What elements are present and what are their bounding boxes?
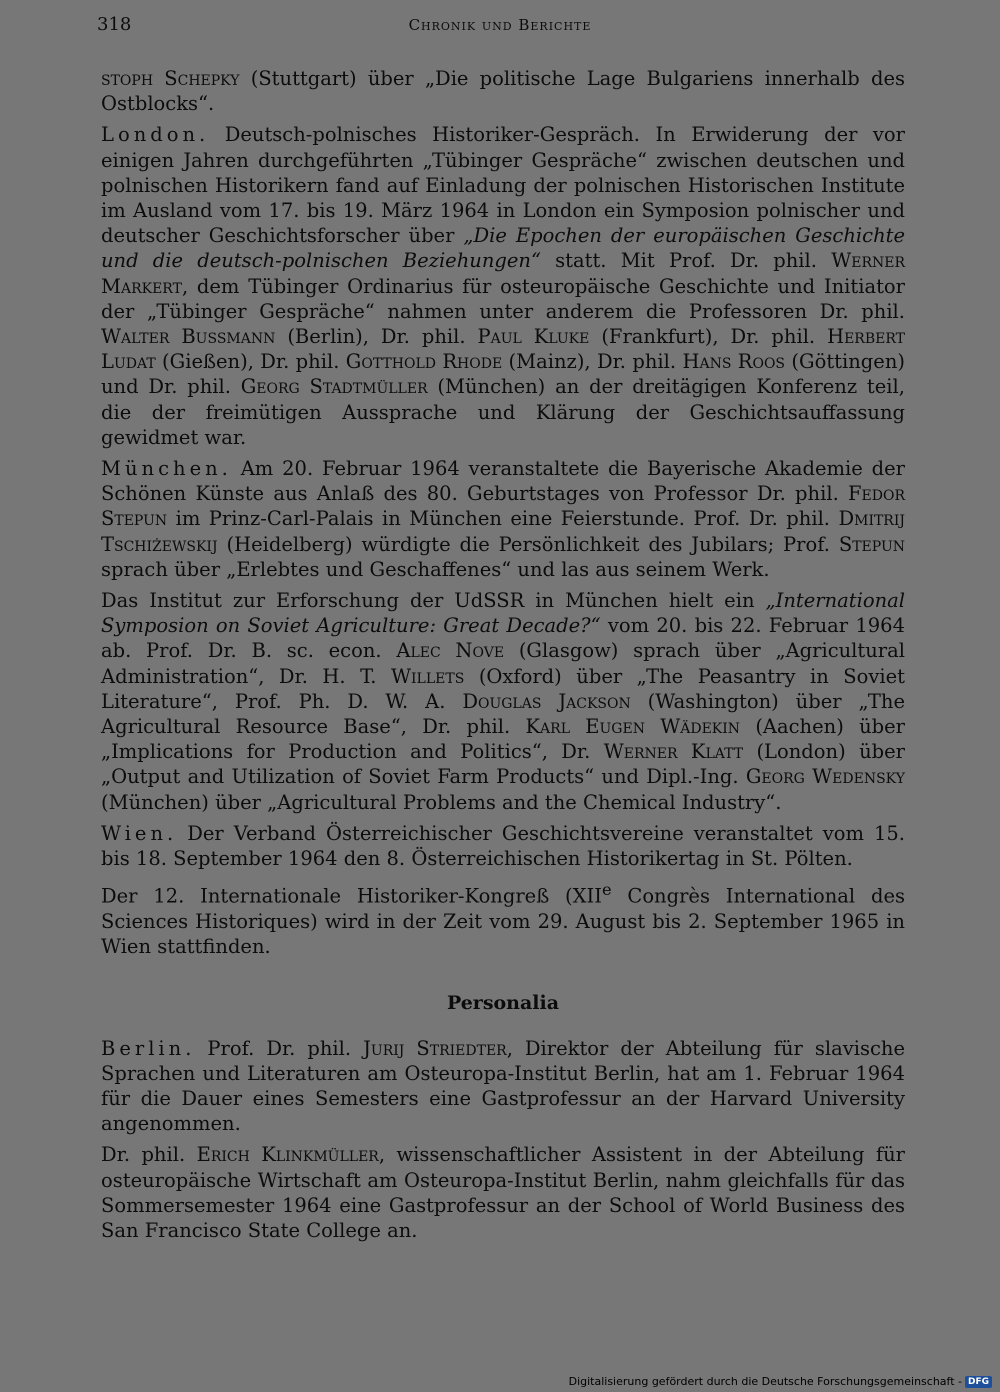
- paragraph-berlin: Berlin. Prof. Dr. phil. Jurij Striedter, Direktor der Abteilung für slavische Sprachen und Literaturen am Osteuropa-Institut Berlin, hat am 1. Februar 1964 für die Dauer eines Semesters eine Gastprofessur an der Harvard University angenommen.: [101, 1036, 906, 1136]
- place-name: London.: [101, 123, 210, 147]
- paragraph-muenchen: München. Am 20. Februar 1964 veranstaltete die Bayerische Akademie der Schönen Künste aus Anlaß des 80. Geburtstages von Professor Dr. phil. Fedor Stepun im Prinz-Carl-Palais in München eine Feierstunde. Prof. Dr. phil. Dmitrij Tschiżewskij (Heidelberg) würdigte die Persönlichkeit des Jubilars; Prof. Stepun sprach über „Erlebtes und Geschaffenes“ und las aus seinem Werk.: [101, 457, 905, 581]
- paragraph-institut: Das Institut zur Erforschung der UdSSR in München hielt ein „International Symposion on Soviet Agriculture: Great Decade?“ vom 20. bis 22. Februar 1964 ab. Prof. Dr. B. sc. econ. Alec Nove (Glasgow) sprach über „Agricultural Administration“, Dr. H. T. Willets (Oxford) über „The Peasantry in Soviet Literature“, Prof. Ph. D. W. A. Douglas Jackson (Washington) über „The Agricultural Resource Base“, Dr. phil. Karl Eugen Wädekin (Aachen) über „Implications for Production and Politics“, Dr. Werner Klatt (London) über „Output and Utilization of Soviet Farm Products“ und Dipl.-Ing. Georg Wedensky (München) über „Agricultural Problems and the Chemical Industry“.: [101, 589, 905, 814]
- page-number: 318: [97, 14, 132, 35]
- body-text: [101, 66, 905, 1249]
- place-name: Berlin.: [101, 1036, 196, 1060]
- paragraph-kongress: Der 12. Internationale Historiker-Kongreß (XIIe Congrès International des Sciences Historiques) wird in der Zeit vom 29. August bis 2. September 1965 in Wien stattfinden.: [101, 880, 905, 959]
- footer-text: Digitalisierung gefördert durch die Deutsche Forschungsgemeinschaft -: [568, 1375, 962, 1388]
- place-name: Wien.: [101, 821, 178, 845]
- digitization-footer: [569, 1375, 992, 1388]
- section-title-personalia: Personalia: [446, 992, 560, 1015]
- place-name: München.: [101, 457, 232, 481]
- dfg-logo: DFG: [965, 1376, 992, 1388]
- paragraph-continuation: stoph Schepky (Stuttgart) über „Die politische Lage Bulgariens innerhalb des Ostblocks“.: [101, 67, 905, 116]
- paragraph-klinkmueller: Dr. phil. Erich Klinkmüller, wissenschaftlicher Assistent in der Abteilung für osteuropäische Wirtschaft am Osteuropa-Institut Berlin, nahm gleichfalls für das Sommersemester 1964 eine Gastprofessur an der School of World Business des San Francisco State College an.: [101, 1143, 905, 1243]
- paragraph-london: London. Deutsch-polnisches Historiker-Gespräch. In Erwiderung der vor einigen Jahren durchgeführten „Tübinger Gespräche“ zwischen deutschen und polnischen Historikern fand auf Einladung der polnischen Historischen Institute im Ausland vom 17. bis 19. März 1964 in London ein Symposion polnischer und deutscher Geschichtsforscher über „Die Epochen der europäischen Geschichte und die deutsch-polnischen Beziehungen“ statt. Mit Prof. Dr. phil. Werner Markert, dem Tübinger Ordinarius für osteuropäische Geschichte und Initiator der „Tübinger Gespräche“ nahmen unter anderem die Professoren Dr. phil. Walter Bussmann (Berlin), Dr. phil. Paul Kluke (Frankfurt), Dr. phil. Herbert Ludat (Gießen), Dr. phil. Gotthold Rhode (Mainz), Dr. phil. Hans Roos (Göttingen) und Dr. phil. Georg Stadtmüller (München) an der dreitägigen Konferenz teil, die der freimütigen Aussprache und Klärung der Geschichtsauffassung gewidmet war.: [101, 123, 906, 449]
- paragraph-wien: Wien. Der Verband Österreichischer Geschichtsvereine veranstaltet vom 15. bis 18. September 1964 den 8. Österreichischen Historikertag in St. Pölten.: [101, 821, 905, 871]
- running-head: Chronik und Berichte: [408, 16, 592, 34]
